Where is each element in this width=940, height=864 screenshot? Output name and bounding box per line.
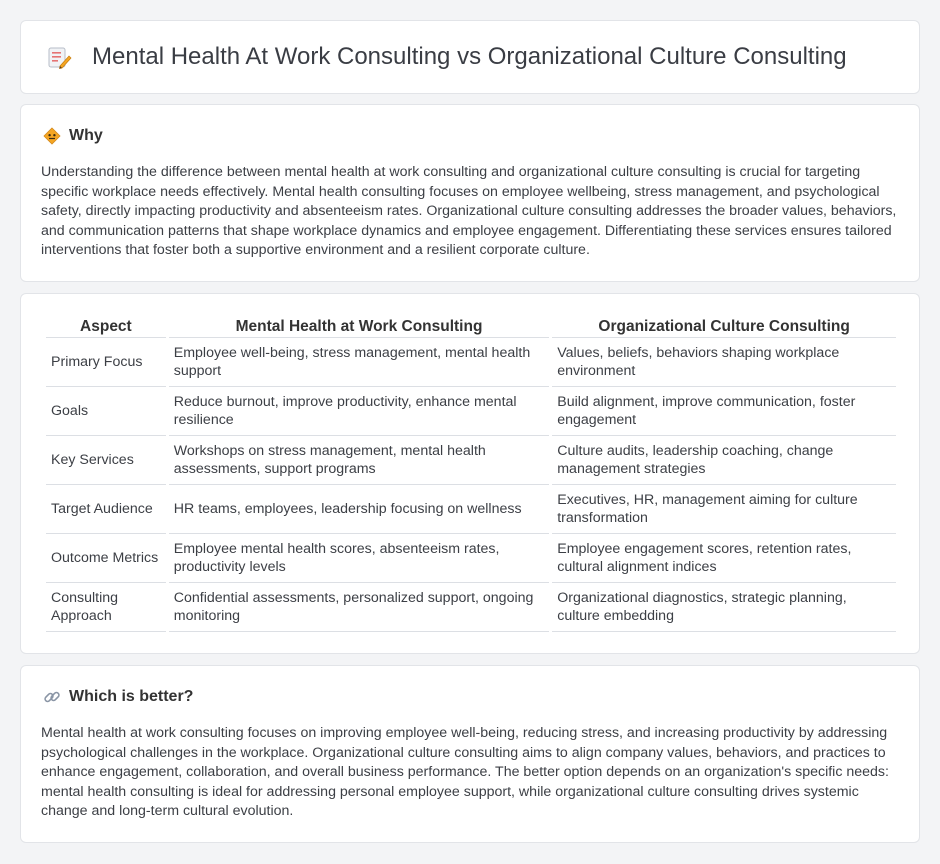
row-aspect: Target Audience [46,485,166,534]
row-mental-health: HR teams, employees, leadership focusing on wellness [169,485,549,534]
row-org-culture: Executives, HR, management aiming for culture transformation [552,485,896,534]
row-org-culture: Values, beliefs, behaviors shaping workplace environment [552,338,896,387]
warning-diamond-icon [43,127,61,145]
comparison-card [20,293,920,654]
comparison-table [43,316,899,632]
table-header-row [46,316,896,338]
document-pencil-icon [46,44,72,70]
row-aspect: Key Services [46,436,166,485]
row-aspect: Consulting Approach [46,583,166,632]
row-aspect: Primary Focus [46,338,166,387]
row-org-culture: Culture audits, leadership coaching, change management strategies [552,436,896,485]
title-card [20,20,920,94]
link-icon [43,688,61,706]
header-org-culture: Organizational Culture Consulting [552,316,896,338]
header-mental-health: Mental Health at Work Consulting [169,316,549,338]
table-row [46,485,896,534]
page-title: Mental Health At Work Consulting vs Organizational Culture Consulting [92,43,847,70]
table-row [46,534,896,583]
row-org-culture: Organizational diagnostics, strategic planning, culture embedding [552,583,896,632]
table-row [46,583,896,632]
row-aspect: Goals [46,387,166,436]
better-section [20,665,920,843]
row-mental-health: Reduce burnout, improve productivity, enhance mental resilience [169,387,549,436]
row-aspect: Outcome Metrics [46,534,166,583]
row-org-culture: Employee engagement scores, retention rates, cultural alignment indices [552,534,896,583]
row-mental-health: Employee mental health scores, absenteeism rates, productivity levels [169,534,549,583]
why-section [20,104,920,282]
row-org-culture: Build alignment, improve communication, foster engagement [552,387,896,436]
table-row [46,387,896,436]
row-mental-health: Employee well-being, stress management, mental health support [169,338,549,387]
better-heading: Which is better? [69,688,194,705]
why-body: Understanding the difference between mental health at work consulting and organizational culture consulting is crucial for targeting specific workplace needs effectively. Mental health consulting focuses on employee wellbeing, stress management, and psychological safety, directly impacting productivity and absenteeism rates. Organizational culture consulting addresses the broader values, behaviors, and communication patterns that shape workplace dynamics and employee engagement. Differentiating these services ensures tailored interventions that foster both a supportive environment and a resilient corporate culture. [41,164,897,259]
table-row [46,436,896,485]
row-mental-health: Confidential assessments, personalized support, ongoing monitoring [169,583,549,632]
row-mental-health: Workshops on stress management, mental health assessments, support programs [169,436,549,485]
better-body: Mental health at work consulting focuses on improving employee well-being, reducing stress, and increasing productivity by addressing psychological challenges in the workplace. Organizational culture consulting aims to align company values, behaviors, and practices to enhance engagement, collaboration, and overall business performance. The better option depends on an organization's specific needs: mental health consulting is ideal for addressing personal employee support, while organizational culture consulting drives systemic change and long-term cultural evolution. [41,725,889,820]
table-row [46,338,896,387]
header-aspect: Aspect [46,316,166,338]
why-heading: Why [69,127,103,144]
